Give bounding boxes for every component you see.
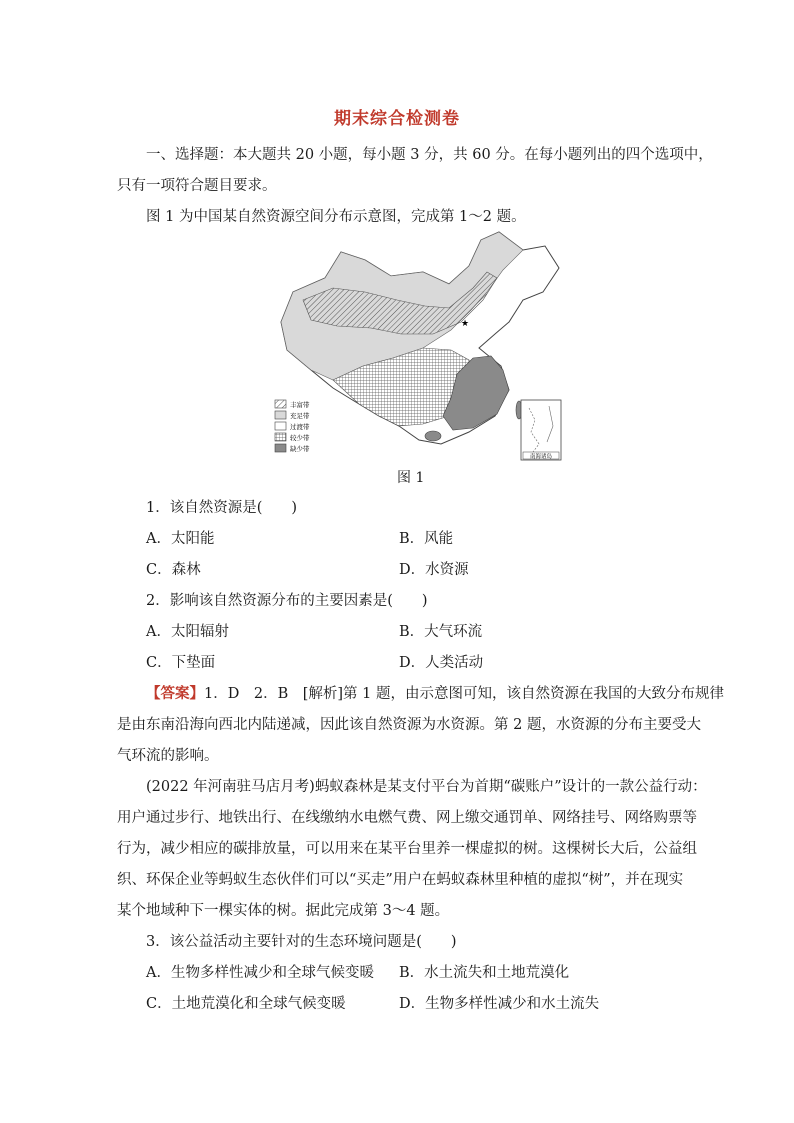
figure-caption: 图 1 xyxy=(397,470,425,486)
section-intro-line1: 一、选择题：本大题共 20 小题，每小题 3 分，共 60 分。在每小题列出的四个选项中， xyxy=(146,147,713,163)
answer-text1: 1．D 2．B [解析]第 1 题，由示意图可知，该自然资源在我国的大致分布规律 xyxy=(204,686,724,702)
q2-option-a[interactable]: A．太阳辐射 xyxy=(146,624,229,640)
passage-line3: 行为，减少相应的碳排放量，可以用来在某平台里养一棵虚拟的树。这棵树长大后，公益组 xyxy=(117,841,697,857)
answer-line3: 气环流的影响。 xyxy=(117,748,219,764)
inset-label: 南海诸岛 xyxy=(529,454,553,460)
passage-line4: 织、环保企业等蚂蚁生态伙伴们可以“买走”用户在蚂蚁森林里种植的虚拟“树”，并在现实 xyxy=(117,872,684,888)
passage-line2: 用户通过步行、地铁出行、在线缴纳水电燃气费、网上缴交通罚单、网络挂号、网络购票等 xyxy=(117,810,697,826)
passage-line5: 某个地域种下一棵实体的树。据此完成第 3～4 题。 xyxy=(117,903,450,919)
q2-option-d[interactable]: D．人类活动 xyxy=(399,655,484,671)
answer-line2: 是由东南沿海向西北内陆递减，因此该自然资源为水资源。第 2 题，水资源的分布主要受大 xyxy=(117,717,701,733)
legend-label-sufficient: 充足带 xyxy=(290,412,310,420)
legend-label-less: 较少带 xyxy=(290,434,310,442)
q1-option-a[interactable]: A．太阳能 xyxy=(146,531,215,547)
figure-lead-text: 图 1 为中国某自然资源空间分布示意图，完成第 1～2 题。 xyxy=(146,209,526,225)
q3-option-d[interactable]: D．生物多样性减少和水土流失 xyxy=(399,996,600,1012)
q2-option-b[interactable]: B．大气环流 xyxy=(399,624,483,640)
q3-option-a[interactable]: A．生物多样性减少和全球气候变暖 xyxy=(146,965,374,981)
q3-option-b[interactable]: B．水土流失和土地荒漠化 xyxy=(399,965,570,981)
china-resource-map xyxy=(273,230,563,462)
page-title: 期末综合检测卷 xyxy=(334,109,460,129)
hainan-island xyxy=(425,431,441,441)
star-marker: ★ xyxy=(461,319,470,329)
answer-tag: 【答案】 xyxy=(146,685,204,702)
q3-option-c[interactable]: C．土地荒漠化和全球气候变暖 xyxy=(146,996,346,1012)
passage-line1: (2022 年河南驻马店月考)蚂蚁森林是某支付平台为首期“碳账户”设计的一款公益行动： xyxy=(146,779,707,795)
legend-label-scarce: 缺少带 xyxy=(290,445,310,453)
q2-stem: 2．影响该自然资源分布的主要因素是( ) xyxy=(146,593,428,609)
q1-option-b[interactable]: B．风能 xyxy=(399,531,454,547)
answer-line1 xyxy=(146,684,724,704)
q1-option-d[interactable]: D．水资源 xyxy=(399,562,469,578)
legend-label-transition: 过渡带 xyxy=(290,423,310,431)
legend-label-rich: 丰富带 xyxy=(290,401,310,409)
q1-stem: 1．该自然资源是( ) xyxy=(146,500,298,516)
q3-stem: 3．该公益活动主要针对的生态环境问题是( ) xyxy=(146,934,457,950)
map-legend xyxy=(275,400,310,453)
south-china-sea-inset xyxy=(521,400,561,460)
q2-option-c[interactable]: C．下垫面 xyxy=(146,655,216,671)
section-intro-line2: 只有一项符合题目要求。 xyxy=(117,178,277,194)
q1-option-c[interactable]: C．森林 xyxy=(146,562,201,578)
